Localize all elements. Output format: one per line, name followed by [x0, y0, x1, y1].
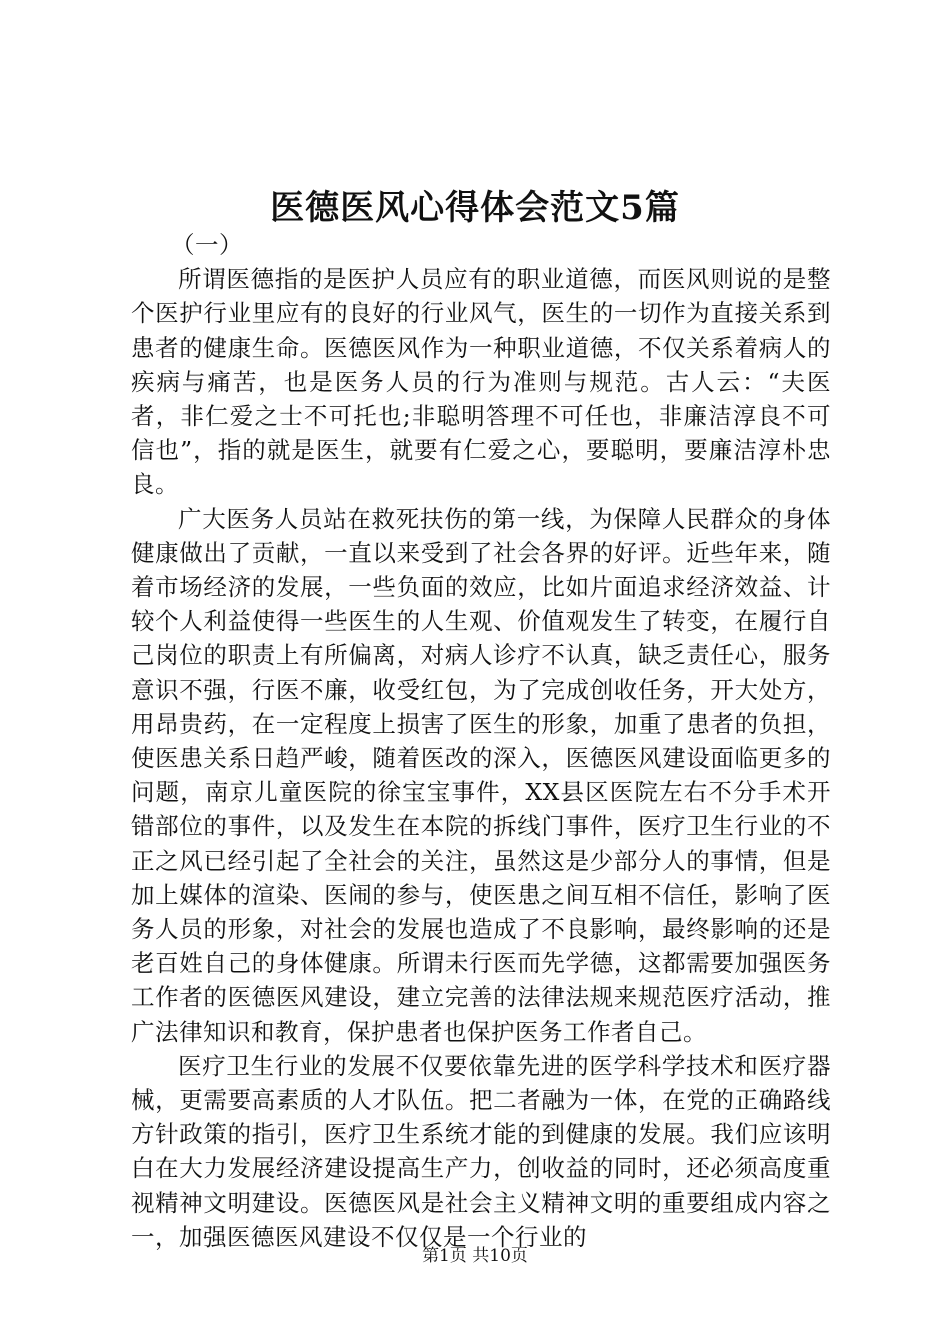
section-heading: （一）	[171, 231, 243, 259]
paragraph-1: 所谓医德指的是医护人员应有的职业道德，而医风则说的是整个医护行业里应有的良好的行业风气，医生的一切作为直接关系到患者的健康生命。医德医风作为一种职业道德，不仅关系着病人的疾病与痛苦，也是医务人员的行为准则与规范。古人云：“夫医者，非仁爱之士不可托也;非聪明答理不可任也，非廉洁淳良不可信也”，指的就是医生，就要有仁爱之心，要聪明，要廉洁淳朴忠良。	[131, 265, 831, 499]
paragraph-2: 广大医务人员站在救死扶伤的第一线，为保障人民群众的身体健康做出了贡献，一直以来受到了社会各界的好评。近些年来，随着市场经济的发展，一些负面的效应，比如片面追求经济效益、计较个人利益使得一些医生的人生观、价值观发生了转变，在履行自己岗位的职责上有所偏离，对病人诊疗不认真，缺乏责任心，服务意识不强，行医不廉，收受红包，为了完成创收任务，开大处方，用昂贵药，在一定程度上损害了医生的形象，加重了患者的负担，使医患关系日趋严峻，随着医改的深入，医德医风建设面临更多的问题，南京儿童医院的徐宝宝事件，XX县区医院左右不分手术开错部位的事件，以及发生在本院的拆线门事件，医疗卫生行业的不正之风已经引起了全社会的关注，虽然这是少部分人的事情，但是加上媒体的渲染、医闹的参与，使医患之间互相不信任，影响了医务人员的形象，对社会的发展也造成了不良影响，最终影响的还是老百姓自己的身体健康。所谓未行医而先学德，这都需要加强医务工作者的医德医风建设，建立完善的法律法规来规范医疗活动，推广法律知识和教育，保护患者也保护医务工作者自己。	[131, 504, 831, 1046]
document-title: 医德医风心得体会范文5篇	[270, 188, 680, 228]
document-body	[131, 228, 831, 1254]
paragraph-3: 医疗卫生行业的发展不仅要依靠先进的医学科学技术和医疗器械，更需要高素质的人才队伍。把二者融为一体，在党的正确路线方针政策的指引，医疗卫生系统才能的到健康的发展。我们应该明白在大力发展经济建设提高生产力，创收益的同时，还必须高度重视精神文明建设。医德医风是社会主义精神文明的重要组成内容之一，加强医德医风建设不仅仅是一个行业的	[131, 1051, 831, 1251]
page-footer: 第1页 共10页	[422, 1246, 528, 1266]
